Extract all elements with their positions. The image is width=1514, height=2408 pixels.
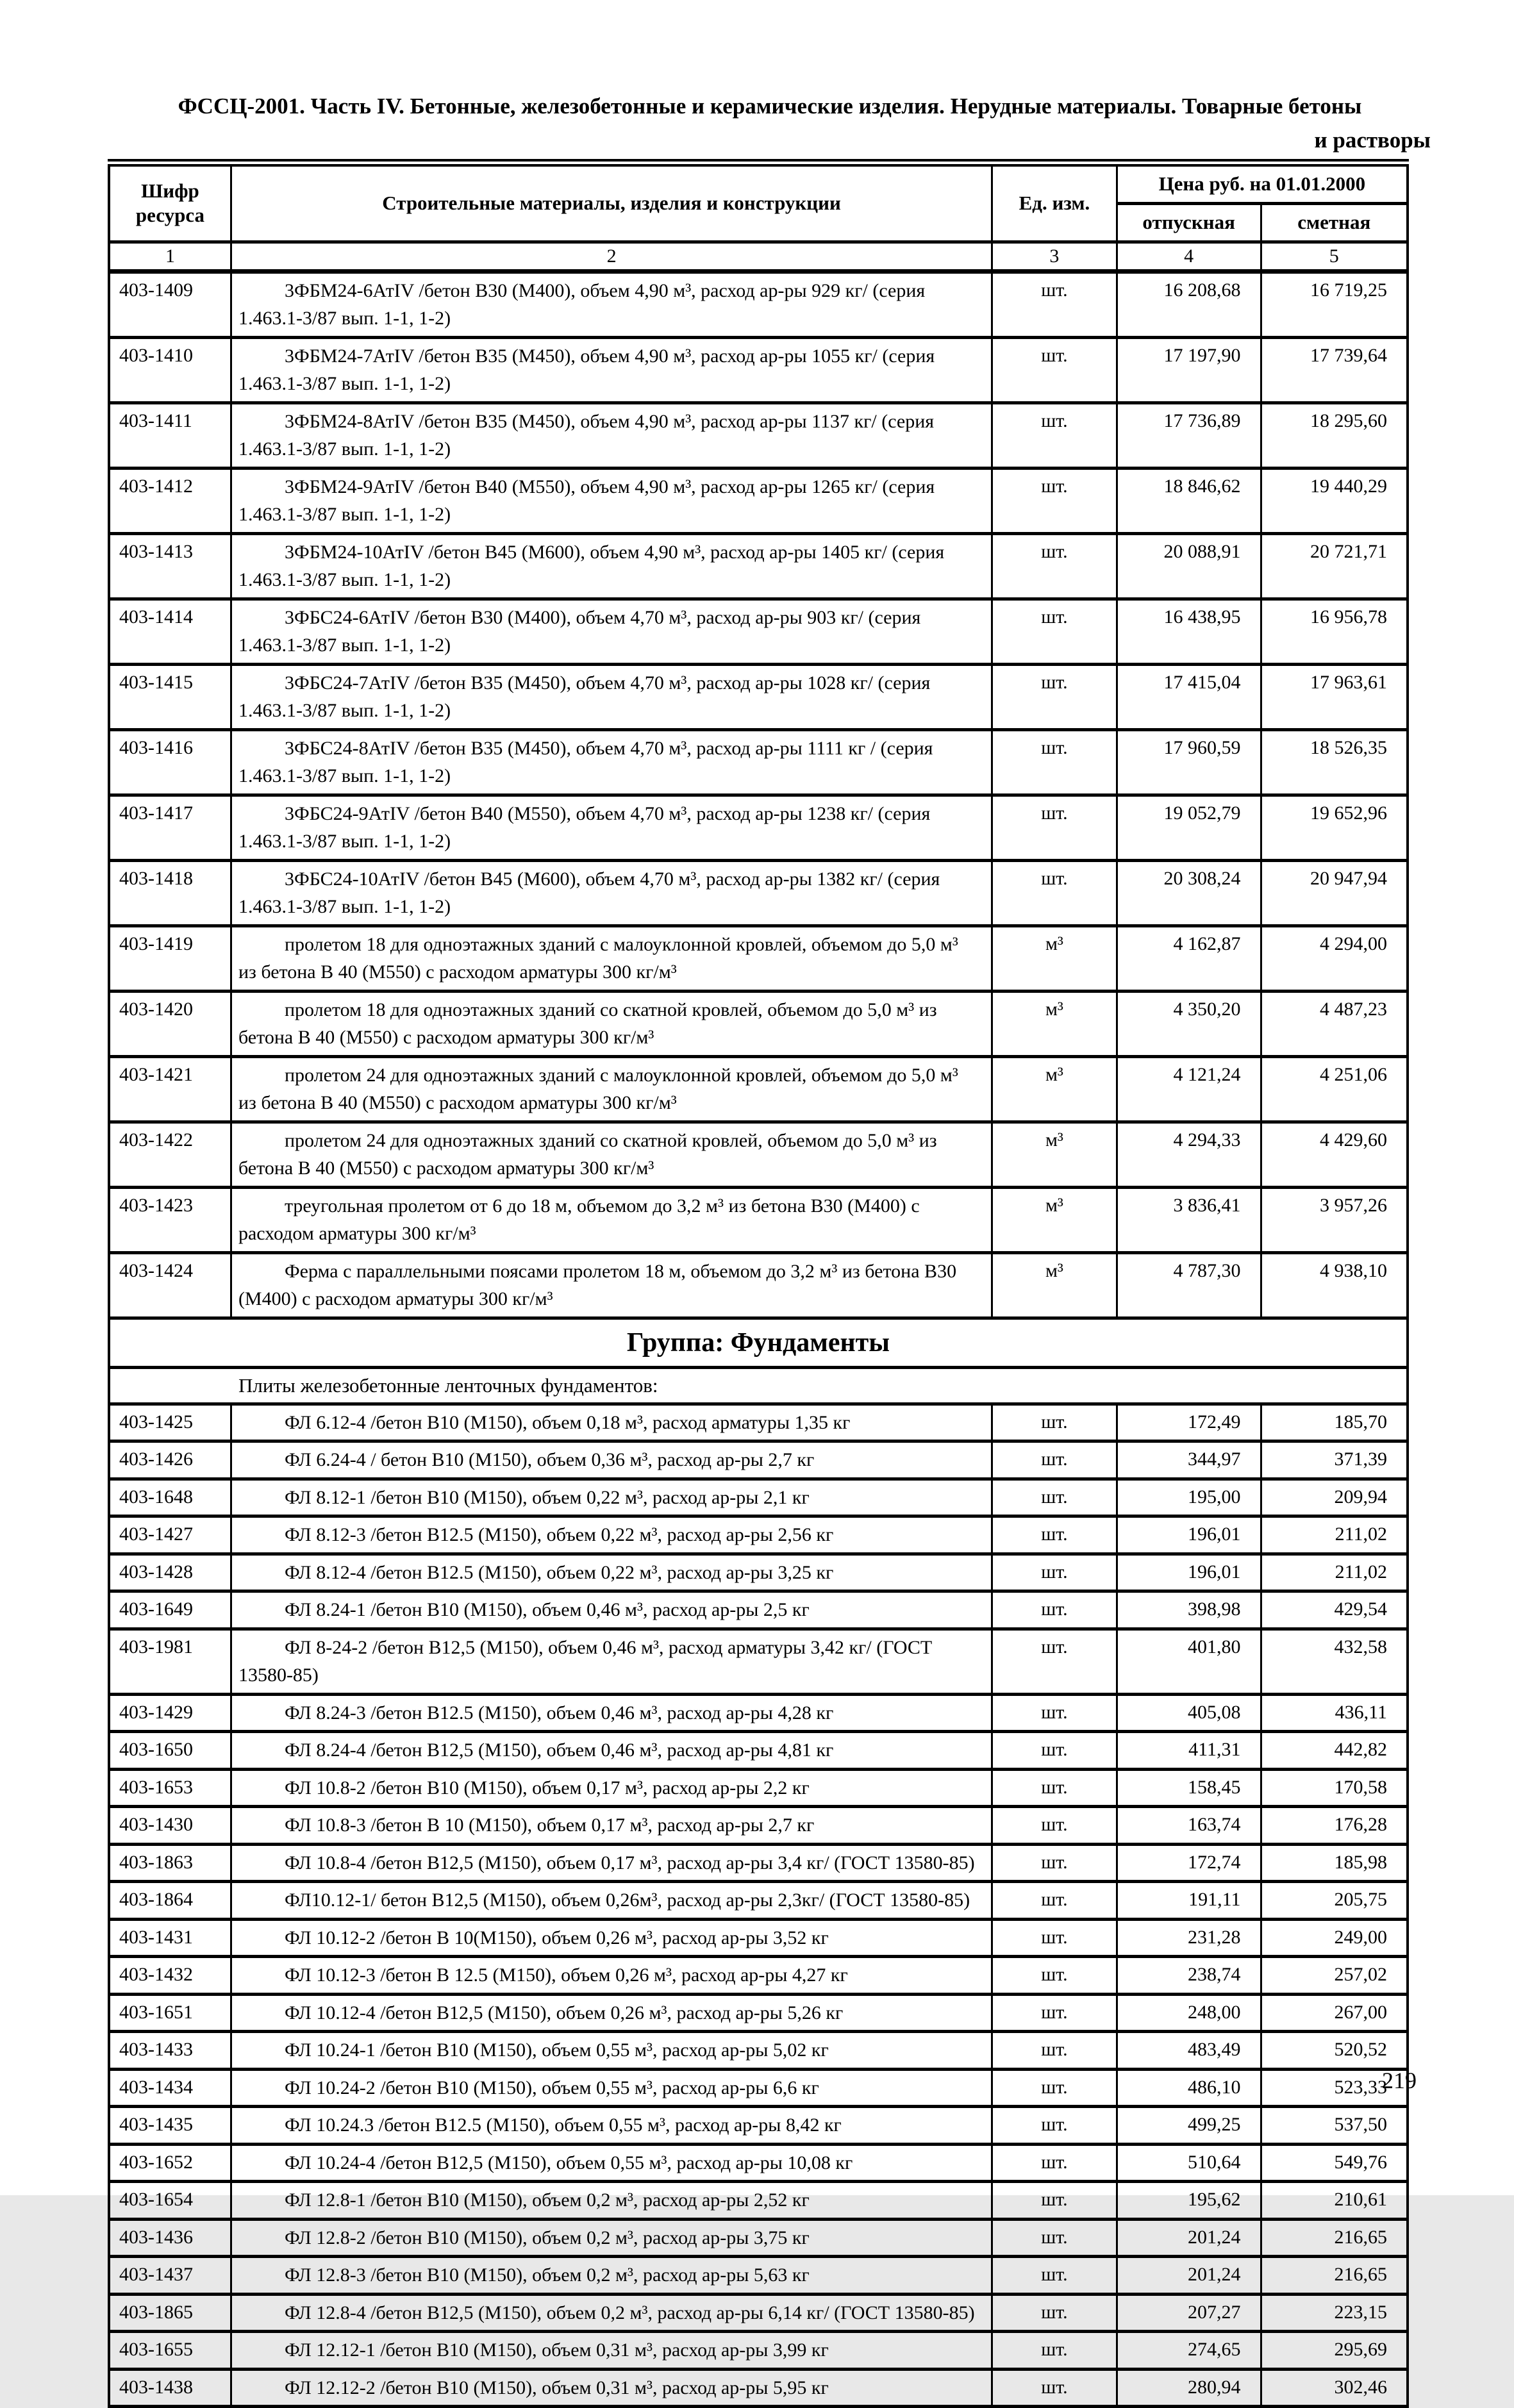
header-row-column-numbers	[109, 242, 1408, 271]
resource-code-cell: 403-1422	[109, 1122, 231, 1187]
resource-code-cell: 403-1420	[109, 991, 231, 1056]
price-smet-cell: 429,54	[1261, 1591, 1408, 1629]
unit-cell: м³	[992, 926, 1117, 991]
price-otpusk-cell: 16 208,68	[1117, 271, 1261, 337]
price-otpusk-cell: 510,64	[1117, 2144, 1261, 2182]
description-cell: ФЛ 8.24-3 /бетон В12.5 (М150), объем 0,46 м³, расход ар-ры 4,28 кг	[231, 1694, 992, 1732]
price-otpusk-cell: 19 052,79	[1117, 795, 1261, 860]
table-row	[109, 991, 1408, 1056]
description-cell: ФЛ 6.12-4 /бетон В10 (М150), объем 0,18 м³, расход арматуры 1,35 кг	[231, 1404, 992, 1441]
unit-cell: шт.	[992, 1479, 1117, 1516]
column-number: 4	[1117, 242, 1261, 271]
price-smet-cell: 442,82	[1261, 1732, 1408, 1770]
table-row	[109, 2107, 1408, 2145]
price-smet-cell: 20 947,94	[1261, 860, 1408, 926]
price-smet-cell: 249,00	[1261, 1919, 1408, 1957]
price-otpusk-cell: 280,94	[1117, 2369, 1261, 2407]
resource-code-cell: 403-1432	[109, 1957, 231, 1995]
price-otpusk-cell: 196,01	[1117, 1554, 1261, 1591]
table-row	[109, 1769, 1408, 1807]
price-otpusk-cell: 3 836,41	[1117, 1187, 1261, 1252]
unit-cell: шт.	[992, 599, 1117, 664]
description-cell: ФЛ 8.12-1 /бетон В10 (М150), объем 0,22 м³, расход ар-ры 2,1 кг	[231, 1479, 992, 1516]
price-otpusk-cell: 201,24	[1117, 2257, 1261, 2295]
unit-cell: шт.	[992, 337, 1117, 403]
description-cell: ФЛ 10.12-3 /бетон В 12.5 (М150), объем 0,26 м³, расход ар-ры 4,27 кг	[231, 1957, 992, 1995]
header-price-group: Цена руб. на 01.01.2000	[1117, 163, 1408, 203]
resource-code-cell: 403-1423	[109, 1187, 231, 1252]
price-otpusk-cell: 17 960,59	[1117, 729, 1261, 795]
price-smet-cell: 205,75	[1261, 1882, 1408, 1920]
description-cell: ФЛ 8-24-2 /бетон В12,5 (М150), объем 0,46 м³, расход арматуры 3,42 кг/ (ГОСТ 13580-85)	[231, 1629, 992, 1694]
description-cell: 3ФБМ24-8АтIV /бетон В35 (М450), объем 4,90 м³, расход ар-ры 1137 кг/ (серия 1.463.1-3/87 вып. 1-1, 1-2)	[231, 403, 992, 468]
resource-code-cell: 403-1417	[109, 795, 231, 860]
price-otpusk-cell: 20 308,24	[1117, 860, 1261, 926]
resource-code-cell: 403-1437	[109, 2257, 231, 2295]
table-row	[109, 1479, 1408, 1516]
price-smet-cell: 19 652,96	[1261, 795, 1408, 860]
description-cell: ФЛ 12.8-4 /бетон В12,5 (М150), объем 0,2 м³, расход ар-ры 6,14 кг/ (ГОСТ 13580-85)	[231, 2294, 992, 2332]
description-cell: ФЛ10.12-1/ бетон В12,5 (М150), объем 0,26м³, расход ар-ры 2,3кг/ (ГОСТ 13580-85)	[231, 1882, 992, 1920]
price-otpusk-cell: 172,74	[1117, 1844, 1261, 1882]
resource-code-cell: 403-1649	[109, 1591, 231, 1629]
table-row	[109, 1629, 1408, 1694]
price-smet-cell: 549,76	[1261, 2144, 1408, 2182]
price-smet-cell: 170,58	[1261, 1769, 1408, 1807]
description-cell: ФЛ 12.8-1 /бетон В10 (М150), объем 0,2 м³, расход ар-ры 2,52 кг	[231, 2182, 992, 2220]
table-row	[109, 1591, 1408, 1629]
unit-cell: шт.	[992, 2182, 1117, 2220]
price-smet-cell: 216,65	[1261, 2257, 1408, 2295]
table-row	[109, 1404, 1408, 1441]
resource-code-cell: 403-1411	[109, 403, 231, 468]
header-price-otpusk: отпускная	[1117, 203, 1261, 242]
resource-code-cell: 403-1426	[109, 1441, 231, 1479]
price-otpusk-cell: 4 787,30	[1117, 1252, 1261, 1318]
price-smet-cell: 436,11	[1261, 1694, 1408, 1732]
resource-code-cell: 403-1425	[109, 1404, 231, 1441]
description-cell: ФЛ 10.24-4 /бетон В12,5 (М150), объем 0,55 м³, расход ар-ры 10,08 кг	[231, 2144, 992, 2182]
header-row-main	[109, 163, 1408, 203]
price-otpusk-cell: 411,31	[1117, 1732, 1261, 1770]
unit-cell: шт.	[992, 1769, 1117, 1807]
resource-code-cell: 403-1430	[109, 1807, 231, 1845]
unit-cell: шт.	[992, 2032, 1117, 2070]
resource-code-cell: 403-1651	[109, 1994, 231, 2032]
column-number: 1	[109, 242, 231, 271]
table-row	[109, 1516, 1408, 1554]
unit-cell: шт.	[992, 1844, 1117, 1882]
description-cell: 3ФБМ24-9АтIV /бетон В40 (М550), объем 4,90 м³, расход ар-ры 1265 кг/ (серия 1.463.1-3/87 вып. 1-1, 1-2)	[231, 468, 992, 533]
unit-cell: м³	[992, 991, 1117, 1056]
price-otpusk-cell: 344,97	[1117, 1441, 1261, 1479]
resource-code-cell: 403-1421	[109, 1056, 231, 1122]
resource-code-cell: 403-1418	[109, 860, 231, 926]
page-title	[109, 90, 1431, 157]
table-row	[109, 1122, 1408, 1187]
table-header	[109, 163, 1408, 271]
description-cell: ФЛ 12.8-3 /бетон В10 (М150), объем 0,2 м³, расход ар-ры 5,63 кг	[231, 2257, 992, 2295]
price-smet-cell: 4 429,60	[1261, 1122, 1408, 1187]
price-smet-cell: 295,69	[1261, 2332, 1408, 2370]
unit-cell: шт.	[992, 533, 1117, 599]
unit-cell: шт.	[992, 1882, 1117, 1920]
price-otpusk-cell: 172,49	[1117, 1404, 1261, 1441]
price-smet-cell: 216,65	[1261, 2219, 1408, 2257]
resource-code-cell: 403-1416	[109, 729, 231, 795]
price-otpusk-cell: 201,24	[1117, 2219, 1261, 2257]
table-row	[109, 2182, 1408, 2220]
resource-code-cell: 403-1981	[109, 1629, 231, 1694]
unit-cell: шт.	[992, 2107, 1117, 2145]
table-row	[109, 729, 1408, 795]
resource-code-cell: 403-1424	[109, 1252, 231, 1318]
price-smet-cell: 19 440,29	[1261, 468, 1408, 533]
description-cell: ФЛ 8.24-1 /бетон В10 (М150), объем 0,46 м³, расход ар-ры 2,5 кг	[231, 1591, 992, 1629]
unit-cell: шт.	[992, 1516, 1117, 1554]
page-number: 219	[1382, 2068, 1417, 2093]
unit-cell: м³	[992, 1187, 1117, 1252]
unit-cell: шт.	[992, 271, 1117, 337]
resource-code-cell: 403-1648	[109, 1479, 231, 1516]
table-row	[109, 2032, 1408, 2070]
price-smet-cell: 16 719,25	[1261, 271, 1408, 337]
unit-cell: шт.	[992, 2219, 1117, 2257]
price-otpusk-cell: 16 438,95	[1117, 599, 1261, 664]
resource-code-cell: 403-1654	[109, 2182, 231, 2220]
price-otpusk-cell: 207,27	[1117, 2294, 1261, 2332]
description-cell: ФЛ 8.24-4 /бетон В12,5 (М150), объем 0,46 м³, расход ар-ры 4,81 кг	[231, 1732, 992, 1770]
price-smet-cell: 20 721,71	[1261, 533, 1408, 599]
price-smet-cell: 537,50	[1261, 2107, 1408, 2145]
price-otpusk-cell: 158,45	[1117, 1769, 1261, 1807]
table-row	[109, 1994, 1408, 2032]
table-row	[109, 271, 1408, 337]
column-number: 3	[992, 242, 1117, 271]
resource-code-cell: 403-1431	[109, 1919, 231, 1957]
table-row	[109, 1807, 1408, 1845]
table-row	[109, 1187, 1408, 1252]
description-cell: ФЛ 10.8-4 /бетон В12,5 (М150), объем 0,17 м³, расход ар-ры 3,4 кг/ (ГОСТ 13580-85)	[231, 1844, 992, 1882]
price-otpusk-cell: 4 294,33	[1117, 1122, 1261, 1187]
price-smet-cell: 4 251,06	[1261, 1056, 1408, 1122]
table-row	[109, 1882, 1408, 1920]
resource-code-cell: 403-1427	[109, 1516, 231, 1554]
resource-code-cell: 403-1435	[109, 2107, 231, 2145]
description-cell: ФЛ 10.24-1 /бетон В10 (М150), объем 0,55 м³, расход ар-ры 5,02 кг	[231, 2032, 992, 2070]
table-row	[109, 1056, 1408, 1122]
price-otpusk-cell: 17 415,04	[1117, 664, 1261, 729]
price-smet-cell: 18 526,35	[1261, 729, 1408, 795]
column-number: 5	[1261, 242, 1408, 271]
header-code: Шифр ресурса	[109, 163, 231, 242]
group-header-label: Группа: Фундаменты	[109, 1318, 1408, 1367]
unit-cell: шт.	[992, 2332, 1117, 2370]
price-smet-cell: 16 956,78	[1261, 599, 1408, 664]
price-otpusk-cell: 195,62	[1117, 2182, 1261, 2220]
description-cell: 3ФБС24-6АтIV /бетон В30 (М400), объем 4,70 м³, расход ар-ры 903 кг/ (серия 1.463.1-3/87 вып. 1-1, 1-2)	[231, 599, 992, 664]
group-header-row	[109, 1318, 1408, 1367]
unit-cell: шт.	[992, 2144, 1117, 2182]
unit-cell: шт.	[992, 1732, 1117, 1770]
price-table-container	[108, 159, 1409, 2408]
table-row	[109, 795, 1408, 860]
price-smet-cell: 18 295,60	[1261, 403, 1408, 468]
resource-code-cell: 403-1412	[109, 468, 231, 533]
unit-cell: шт.	[992, 1441, 1117, 1479]
table-row	[109, 533, 1408, 599]
price-smet-cell: 4 294,00	[1261, 926, 1408, 991]
page-title-line1: ФССЦ-2001. Часть IV. Бетонные, железобетонные и керамические изделия. Нерудные материалы. Товарные бетоны	[178, 94, 1362, 119]
price-otpusk-cell: 17 736,89	[1117, 403, 1261, 468]
unit-cell: шт.	[992, 729, 1117, 795]
price-smet-cell: 17 739,64	[1261, 337, 1408, 403]
description-cell: 3ФБС24-7АтIV /бетон В35 (М450), объем 4,70 м³, расход ар-ры 1028 кг/ (серия 1.463.1-3/87 вып. 1-1, 1-2)	[231, 664, 992, 729]
description-cell: пролетом 18 для одноэтажных зданий со скатной кровлей, объемом до 5,0 м³ из бетона В 40 (М550) с расходом арматуры 300 кг/м³	[231, 991, 992, 1056]
unit-cell: шт.	[992, 1807, 1117, 1845]
table-row	[109, 664, 1408, 729]
resource-code-cell: 403-1419	[109, 926, 231, 991]
table-row	[109, 599, 1408, 664]
resource-code-cell: 403-1413	[109, 533, 231, 599]
table-row	[109, 2219, 1408, 2257]
description-cell: ФЛ 8.12-3 /бетон В12.5 (М150), объем 0,22 м³, расход ар-ры 2,56 кг	[231, 1516, 992, 1554]
price-smet-cell: 176,28	[1261, 1807, 1408, 1845]
description-cell: ФЛ 10.8-2 /бетон В10 (М150), объем 0,17 м³, расход ар-ры 2,2 кг	[231, 1769, 992, 1807]
unit-cell: шт.	[992, 1957, 1117, 1995]
table-row	[109, 1554, 1408, 1591]
description-cell: ФЛ 10.24.3 /бетон В12.5 (М150), объем 0,55 м³, расход ар-ры 8,42 кг	[231, 2107, 992, 2145]
unit-cell: шт.	[992, 795, 1117, 860]
resource-code-cell: 403-1650	[109, 1732, 231, 1770]
price-smet-cell: 302,46	[1261, 2369, 1408, 2407]
price-otpusk-cell: 195,00	[1117, 1479, 1261, 1516]
section-subheader-row	[109, 1367, 1408, 1404]
description-cell: пролетом 18 для одноэтажных зданий с малоуклонной кровлей, объемом до 5,0 м³ из бетона В 40 (М550) с расходом арматуры 300 кг/м³	[231, 926, 992, 991]
price-smet-cell: 210,61	[1261, 2182, 1408, 2220]
unit-cell: шт.	[992, 1919, 1117, 1957]
resource-code-cell: 403-1655	[109, 2332, 231, 2370]
price-otpusk-cell: 4 162,87	[1117, 926, 1261, 991]
unit-cell: м³	[992, 1056, 1117, 1122]
resource-code-cell: 403-1414	[109, 599, 231, 664]
unit-cell: шт.	[992, 403, 1117, 468]
price-otpusk-cell: 248,00	[1117, 1994, 1261, 2032]
price-smet-cell: 211,02	[1261, 1554, 1408, 1591]
price-otpusk-cell: 398,98	[1117, 1591, 1261, 1629]
table-row	[109, 2294, 1408, 2332]
price-smet-cell: 17 963,61	[1261, 664, 1408, 729]
resource-code-cell: 403-1864	[109, 1882, 231, 1920]
price-otpusk-cell: 401,80	[1117, 1629, 1261, 1694]
resource-code-cell: 403-1652	[109, 2144, 231, 2182]
price-smet-cell: 371,39	[1261, 1441, 1408, 1479]
resource-code-cell: 403-1438	[109, 2369, 231, 2407]
price-table	[108, 159, 1409, 2408]
table-row	[109, 926, 1408, 991]
unit-cell: шт.	[992, 1404, 1117, 1441]
description-cell: Ферма с параллельными поясами пролетом 18 м, объемом до 3,2 м³ из бетона В30 (М400) с расходом арматуры 300 кг/м³	[231, 1252, 992, 1318]
unit-cell: шт.	[992, 2369, 1117, 2407]
resource-code-cell: 403-1429	[109, 1694, 231, 1732]
unit-cell: шт.	[992, 2294, 1117, 2332]
table-row	[109, 2257, 1408, 2295]
unit-cell: шт.	[992, 2257, 1117, 2295]
table-row	[109, 2332, 1408, 2370]
price-otpusk-cell: 18 846,62	[1117, 468, 1261, 533]
table-body	[109, 271, 1408, 2407]
table-row	[109, 1441, 1408, 1479]
price-smet-cell: 211,02	[1261, 1516, 1408, 1554]
description-cell: 3ФБС24-10АтIV /бетон В45 (М600), объем 4,70 м³, расход ар-ры 1382 кг/ (серия 1.463.1-3/87 вып. 1-1, 1-2)	[231, 860, 992, 926]
price-otpusk-cell: 4 350,20	[1117, 991, 1261, 1056]
price-otpusk-cell: 238,74	[1117, 1957, 1261, 1995]
table-row	[109, 468, 1408, 533]
price-otpusk-cell: 4 121,24	[1117, 1056, 1261, 1122]
table-row	[109, 2069, 1408, 2107]
description-cell: пролетом 24 для одноэтажных зданий с малоуклонной кровлей, объемом до 5,0 м³ из бетона В 40 (М550) с расходом арматуры 300 кг/м³	[231, 1056, 992, 1122]
unit-cell: шт.	[992, 1591, 1117, 1629]
column-number: 2	[231, 242, 992, 271]
table-row	[109, 2369, 1408, 2407]
price-otpusk-cell: 499,25	[1117, 2107, 1261, 2145]
table-row	[109, 1919, 1408, 1957]
price-otpusk-cell: 483,49	[1117, 2032, 1261, 2070]
section-subheader-label: Плиты железобетонные ленточных фундаментов:	[109, 1367, 1408, 1404]
price-smet-cell: 520,52	[1261, 2032, 1408, 2070]
table-row	[109, 1732, 1408, 1770]
description-cell: 3ФБС24-9АтIV /бетон В40 (М550), объем 4,70 м³, расход ар-ры 1238 кг/ (серия 1.463.1-3/87 вып. 1-1, 1-2)	[231, 795, 992, 860]
header-description: Строительные материалы, изделия и конструкции	[231, 163, 992, 242]
price-smet-cell: 185,70	[1261, 1404, 1408, 1441]
description-cell: пролетом 24 для одноэтажных зданий со скатной кровлей, объемом до 5,0 м³ из бетона В 40 (М550) с расходом арматуры 300 кг/м³	[231, 1122, 992, 1187]
price-smet-cell: 209,94	[1261, 1479, 1408, 1516]
table-row	[109, 1957, 1408, 1995]
resource-code-cell: 403-1410	[109, 337, 231, 403]
table-row	[109, 1252, 1408, 1318]
resource-code-cell: 403-1409	[109, 271, 231, 337]
unit-cell: шт.	[992, 2069, 1117, 2107]
header-unit: Ед. изм.	[992, 163, 1117, 242]
description-cell: ФЛ 6.24-4 / бетон В10 (М150), объем 0,36 м³, расход ар-ры 2,7 кг	[231, 1441, 992, 1479]
unit-cell: шт.	[992, 1554, 1117, 1591]
price-otpusk-cell: 196,01	[1117, 1516, 1261, 1554]
unit-cell: м³	[992, 1122, 1117, 1187]
price-otpusk-cell: 231,28	[1117, 1919, 1261, 1957]
unit-cell: шт.	[992, 1994, 1117, 2032]
price-smet-cell: 3 957,26	[1261, 1187, 1408, 1252]
unit-cell: шт.	[992, 860, 1117, 926]
description-cell: ФЛ 10.12-2 /бетон В 10(М150), объем 0,26 м³, расход ар-ры 3,52 кг	[231, 1919, 992, 1957]
unit-cell: шт.	[992, 1629, 1117, 1694]
table-row	[109, 403, 1408, 468]
description-cell: ФЛ 10.8-3 /бетон В 10 (М150), объем 0,17 м³, расход ар-ры 2,7 кг	[231, 1807, 992, 1845]
price-otpusk-cell: 405,08	[1117, 1694, 1261, 1732]
description-cell: 3ФБМ24-7АтIV /бетон В35 (М450), объем 4,90 м³, расход ар-ры 1055 кг/ (серия 1.463.1-3/87 вып. 1-1, 1-2)	[231, 337, 992, 403]
description-cell: ФЛ 10.24-2 /бетон В10 (М150), объем 0,55 м³, расход ар-ры 6,6 кг	[231, 2069, 992, 2107]
price-smet-cell: 267,00	[1261, 1994, 1408, 2032]
description-cell: треугольная пролетом от 6 до 18 м, объемом до 3,2 м³ из бетона В30 (М400) с расходом арматуры 300 кг/м³	[231, 1187, 992, 1252]
description-cell: ФЛ 12.12-2 /бетон В10 (М150), объем 0,31 м³, расход ар-ры 5,95 кг	[231, 2369, 992, 2407]
unit-cell: шт.	[992, 1694, 1117, 1732]
table-row	[109, 1694, 1408, 1732]
resource-code-cell: 403-1436	[109, 2219, 231, 2257]
price-otpusk-cell: 486,10	[1117, 2069, 1261, 2107]
table-row	[109, 337, 1408, 403]
unit-cell: шт.	[992, 664, 1117, 729]
price-smet-cell: 432,58	[1261, 1629, 1408, 1694]
price-otpusk-cell: 163,74	[1117, 1807, 1261, 1845]
resource-code-cell: 403-1428	[109, 1554, 231, 1591]
price-smet-cell: 4 487,23	[1261, 991, 1408, 1056]
description-cell: 3ФБС24-8АтIV /бетон В35 (М450), объем 4,70 м³, расход ар-ры 1111 кг / (серия 1.463.1-3/87 вып. 1-1, 1-2)	[231, 729, 992, 795]
table-row	[109, 1844, 1408, 1882]
resource-code-cell: 403-1863	[109, 1844, 231, 1882]
table-row	[109, 860, 1408, 926]
resource-code-cell: 403-1865	[109, 2294, 231, 2332]
resource-code-cell: 403-1415	[109, 664, 231, 729]
description-cell: 3ФБМ24-6АтIV /бетон В30 (М400), объем 4,90 м³, расход ар-ры 929 кг/ (серия 1.463.1-3/87 вып. 1-1, 1-2)	[231, 271, 992, 337]
description-cell: ФЛ 8.12-4 /бетон В12.5 (М150), объем 0,22 м³, расход ар-ры 3,25 кг	[231, 1554, 992, 1591]
price-otpusk-cell: 274,65	[1117, 2332, 1261, 2370]
price-smet-cell: 4 938,10	[1261, 1252, 1408, 1318]
price-otpusk-cell: 191,11	[1117, 1882, 1261, 1920]
price-otpusk-cell: 17 197,90	[1117, 337, 1261, 403]
price-smet-cell: 523,33	[1261, 2069, 1408, 2107]
description-cell: ФЛ 10.12-4 /бетон В12,5 (М150), объем 0,26 м³, расход ар-ры 5,26 кг	[231, 1994, 992, 2032]
resource-code-cell: 403-1433	[109, 2032, 231, 2070]
price-smet-cell: 257,02	[1261, 1957, 1408, 1995]
price-smet-cell: 185,98	[1261, 1844, 1408, 1882]
description-cell: ФЛ 12.12-1 /бетон В10 (М150), объем 0,31 м³, расход ар-ры 3,99 кг	[231, 2332, 992, 2370]
description-cell: ФЛ 12.8-2 /бетон В10 (М150), объем 0,2 м³, расход ар-ры 3,75 кг	[231, 2219, 992, 2257]
page-title-line2: и растворы	[1314, 127, 1431, 153]
header-price-smet: сметная	[1261, 203, 1408, 242]
resource-code-cell: 403-1434	[109, 2069, 231, 2107]
unit-cell: м³	[992, 1252, 1117, 1318]
description-cell: 3ФБМ24-10АтIV /бетон В45 (М600), объем 4,90 м³, расход ар-ры 1405 кг/ (серия 1.463.1-3/87 вып. 1-1, 1-2)	[231, 533, 992, 599]
price-smet-cell: 223,15	[1261, 2294, 1408, 2332]
unit-cell: шт.	[992, 468, 1117, 533]
price-otpusk-cell: 20 088,91	[1117, 533, 1261, 599]
table-row	[109, 2144, 1408, 2182]
resource-code-cell: 403-1653	[109, 1769, 231, 1807]
